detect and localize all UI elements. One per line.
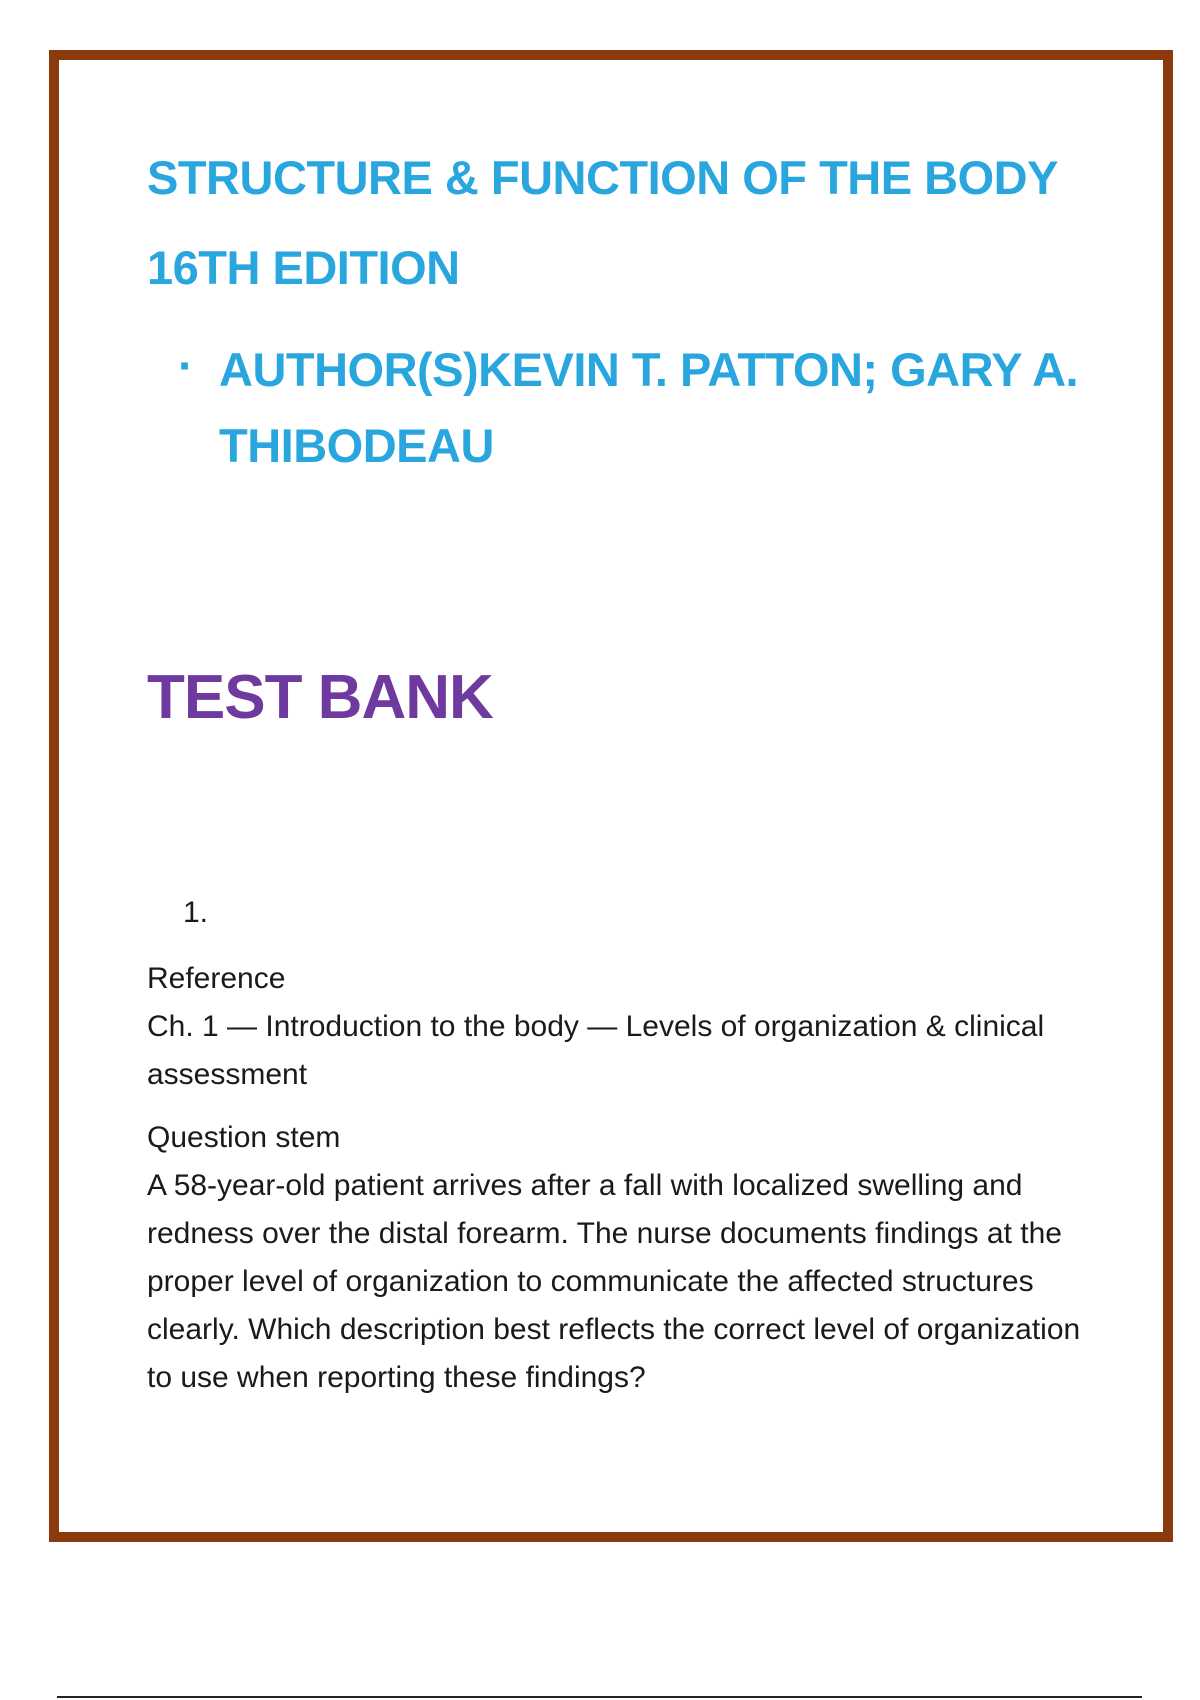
reference-text: Ch. 1 — Introduction to the body — Levels of organization & clinical assessment: [147, 1010, 1045, 1091]
reference-label: Reference: [147, 962, 286, 995]
bullet-icon: ·: [178, 339, 194, 392]
question-stem-label: Question stem: [147, 1121, 341, 1154]
question-stem-text: A 58-year-old patient arrives after a fall with localized swelling and redness over the distal forearm. The nurse documents findings at the proper level of organization to communicate the affected structures clearly. Which description best reflects the correct level of organization to use when reporting these findings?: [147, 1169, 1081, 1394]
question-number: 1.: [183, 896, 209, 929]
edition-label: 16TH EDITION: [147, 241, 460, 294]
section-heading: TEST BANK: [147, 663, 493, 732]
document-title: STRUCTURE & FUNCTION OF THE BODY: [147, 151, 1058, 204]
page-bottom-rule: [57, 1696, 1142, 1698]
author-line: AUTHOR(S)KEVIN T. PATTON; GARY A. THIBODEAU: [219, 343, 1079, 472]
